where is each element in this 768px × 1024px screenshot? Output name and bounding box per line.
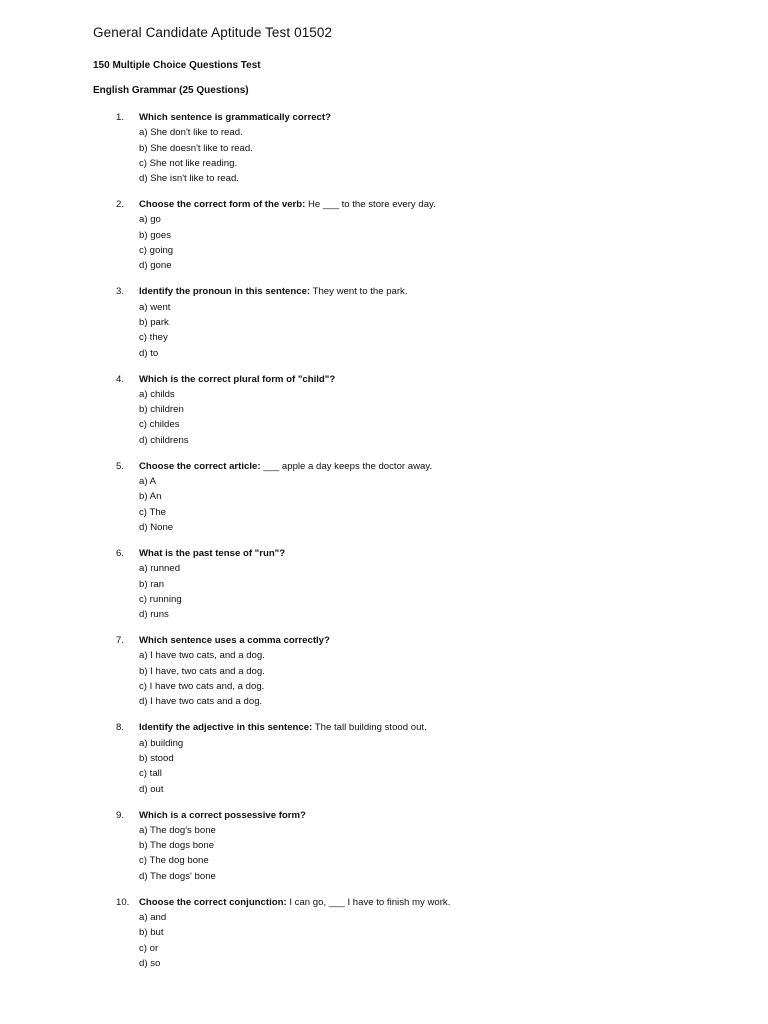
answer-option: c) I have two cats and, a dog. <box>139 681 265 693</box>
answer-options <box>139 474 699 535</box>
question-item <box>0 372 768 459</box>
question-item <box>0 284 768 371</box>
answer-option: b) The dogs bone <box>139 840 215 852</box>
answer-option: d) The dogs' bone <box>139 870 216 882</box>
question-line <box>139 110 699 125</box>
question-item <box>0 808 768 895</box>
test-subtitle: 150 Multiple Choice Questions Test <box>93 60 261 71</box>
question-prompt: Choose the correct conjunction: <box>139 896 287 908</box>
question-item <box>0 720 768 807</box>
question-body <box>139 895 699 971</box>
answer-option: a) and <box>139 911 167 923</box>
answer-options <box>139 125 699 186</box>
answer-option: c) or <box>139 942 159 954</box>
question-number: 3. <box>116 286 125 298</box>
question-prompt: Which sentence is grammatically correct? <box>139 112 331 123</box>
answer-option: c) The <box>139 506 167 518</box>
question-line <box>139 546 699 561</box>
answer-option: a) building <box>139 737 184 749</box>
question-number: 8. <box>116 722 125 734</box>
question-body <box>139 284 699 360</box>
question-number: 9. <box>116 809 125 821</box>
question-text: The tall building stood out. <box>312 722 427 734</box>
answer-option: c) going <box>139 245 174 257</box>
question-number: 7. <box>116 635 125 647</box>
answer-option: a) went <box>139 301 171 313</box>
answer-option: b) goes <box>139 229 171 241</box>
answer-option: c) they <box>139 332 168 344</box>
question-prompt: Choose the correct article: <box>139 460 261 472</box>
answer-option: a) I have two cats, and a dog. <box>139 650 265 662</box>
question-prompt: What is the past tense of "run"? <box>139 547 286 559</box>
question-number: 2. <box>116 199 125 211</box>
question-line <box>139 808 699 823</box>
answer-option: b) park <box>139 316 169 328</box>
question-item <box>0 459 768 546</box>
answer-option: c) She not like reading. <box>139 157 238 169</box>
question-number: 5. <box>116 460 125 472</box>
question-prompt: Which is a correct possessive form? <box>139 809 306 821</box>
question-item <box>0 110 768 197</box>
answer-options <box>139 648 699 709</box>
answer-option: b) ran <box>139 578 165 590</box>
question-line <box>139 633 699 648</box>
answer-option: c) The dog bone <box>139 855 209 867</box>
question-body <box>139 546 699 622</box>
answer-option: d) out <box>139 783 164 795</box>
question-prompt: Identify the pronoun in this sentence: <box>139 286 311 298</box>
answer-option: d) childrens <box>139 434 189 446</box>
question-number: 1. <box>116 112 125 123</box>
answer-options <box>139 736 699 797</box>
question-item <box>0 895 768 982</box>
answer-options <box>139 823 699 884</box>
answer-option: b) She doesn't like to read. <box>139 142 253 154</box>
answer-option: a) A <box>139 476 157 488</box>
answer-options <box>139 300 699 361</box>
question-item <box>0 633 768 720</box>
answer-option: d) runs <box>139 609 169 621</box>
answer-option: c) running <box>139 593 182 605</box>
question-body <box>139 633 699 709</box>
question-body <box>139 372 699 448</box>
answer-option: a) childs <box>139 388 175 400</box>
answer-option: b) An <box>139 491 162 503</box>
answer-option: d) She isn't like to read. <box>139 173 239 185</box>
question-text: They went to the park. <box>310 286 408 298</box>
question-line <box>139 720 699 735</box>
question-text: ___ apple a day keeps the doctor away. <box>260 460 433 472</box>
answer-options <box>139 910 699 971</box>
answer-option: d) None <box>139 521 174 533</box>
question-body <box>139 720 699 796</box>
question-number: 10. <box>116 896 130 908</box>
question-prompt: Identify the adjective in this sentence: <box>139 722 313 734</box>
answer-option: d) so <box>139 957 161 969</box>
question-prompt: Which is the correct plural form of "child"? <box>139 373 336 385</box>
question-list <box>0 110 768 982</box>
answer-option: b) children <box>139 404 184 416</box>
answer-options <box>139 561 699 622</box>
question-line <box>139 372 699 387</box>
answer-option: b) but <box>139 927 164 939</box>
section-heading: English Grammar (25 Questions) <box>93 85 249 96</box>
answer-option: d) gone <box>139 260 172 272</box>
question-body <box>139 197 699 273</box>
question-body <box>139 459 699 535</box>
answer-option: b) stood <box>139 752 174 764</box>
question-prompt: Which sentence uses a comma correctly? <box>139 635 330 647</box>
question-text: I can go, ___ I have to finish my work. <box>286 896 451 908</box>
answer-option: a) The dog's bone <box>139 824 216 836</box>
question-body <box>139 110 699 186</box>
question-line <box>139 284 699 299</box>
answer-options <box>139 212 699 273</box>
answer-option: a) runned <box>139 563 181 575</box>
answer-option: b) I have, two cats and a dog. <box>139 665 265 677</box>
question-item <box>0 546 768 633</box>
answer-option: c) tall <box>139 768 162 780</box>
question-number: 4. <box>116 373 125 385</box>
question-text: He ___ to the store every day. <box>305 199 436 211</box>
answer-option: a) She don't like to read. <box>139 127 243 139</box>
question-body <box>139 808 699 884</box>
answer-option: d) I have two cats and a dog. <box>139 696 263 708</box>
answer-option: c) childes <box>139 419 180 431</box>
answer-option: a) go <box>139 214 161 226</box>
document-title: General Candidate Aptitude Test 01502 <box>93 25 333 40</box>
question-line <box>139 197 699 212</box>
question-prompt: Choose the correct form of the verb: <box>139 199 306 211</box>
question-line <box>139 895 699 910</box>
question-number: 6. <box>116 547 125 559</box>
question-item <box>0 197 768 284</box>
answer-option: d) to <box>139 347 159 359</box>
question-line <box>139 459 699 474</box>
answer-options <box>139 387 699 448</box>
